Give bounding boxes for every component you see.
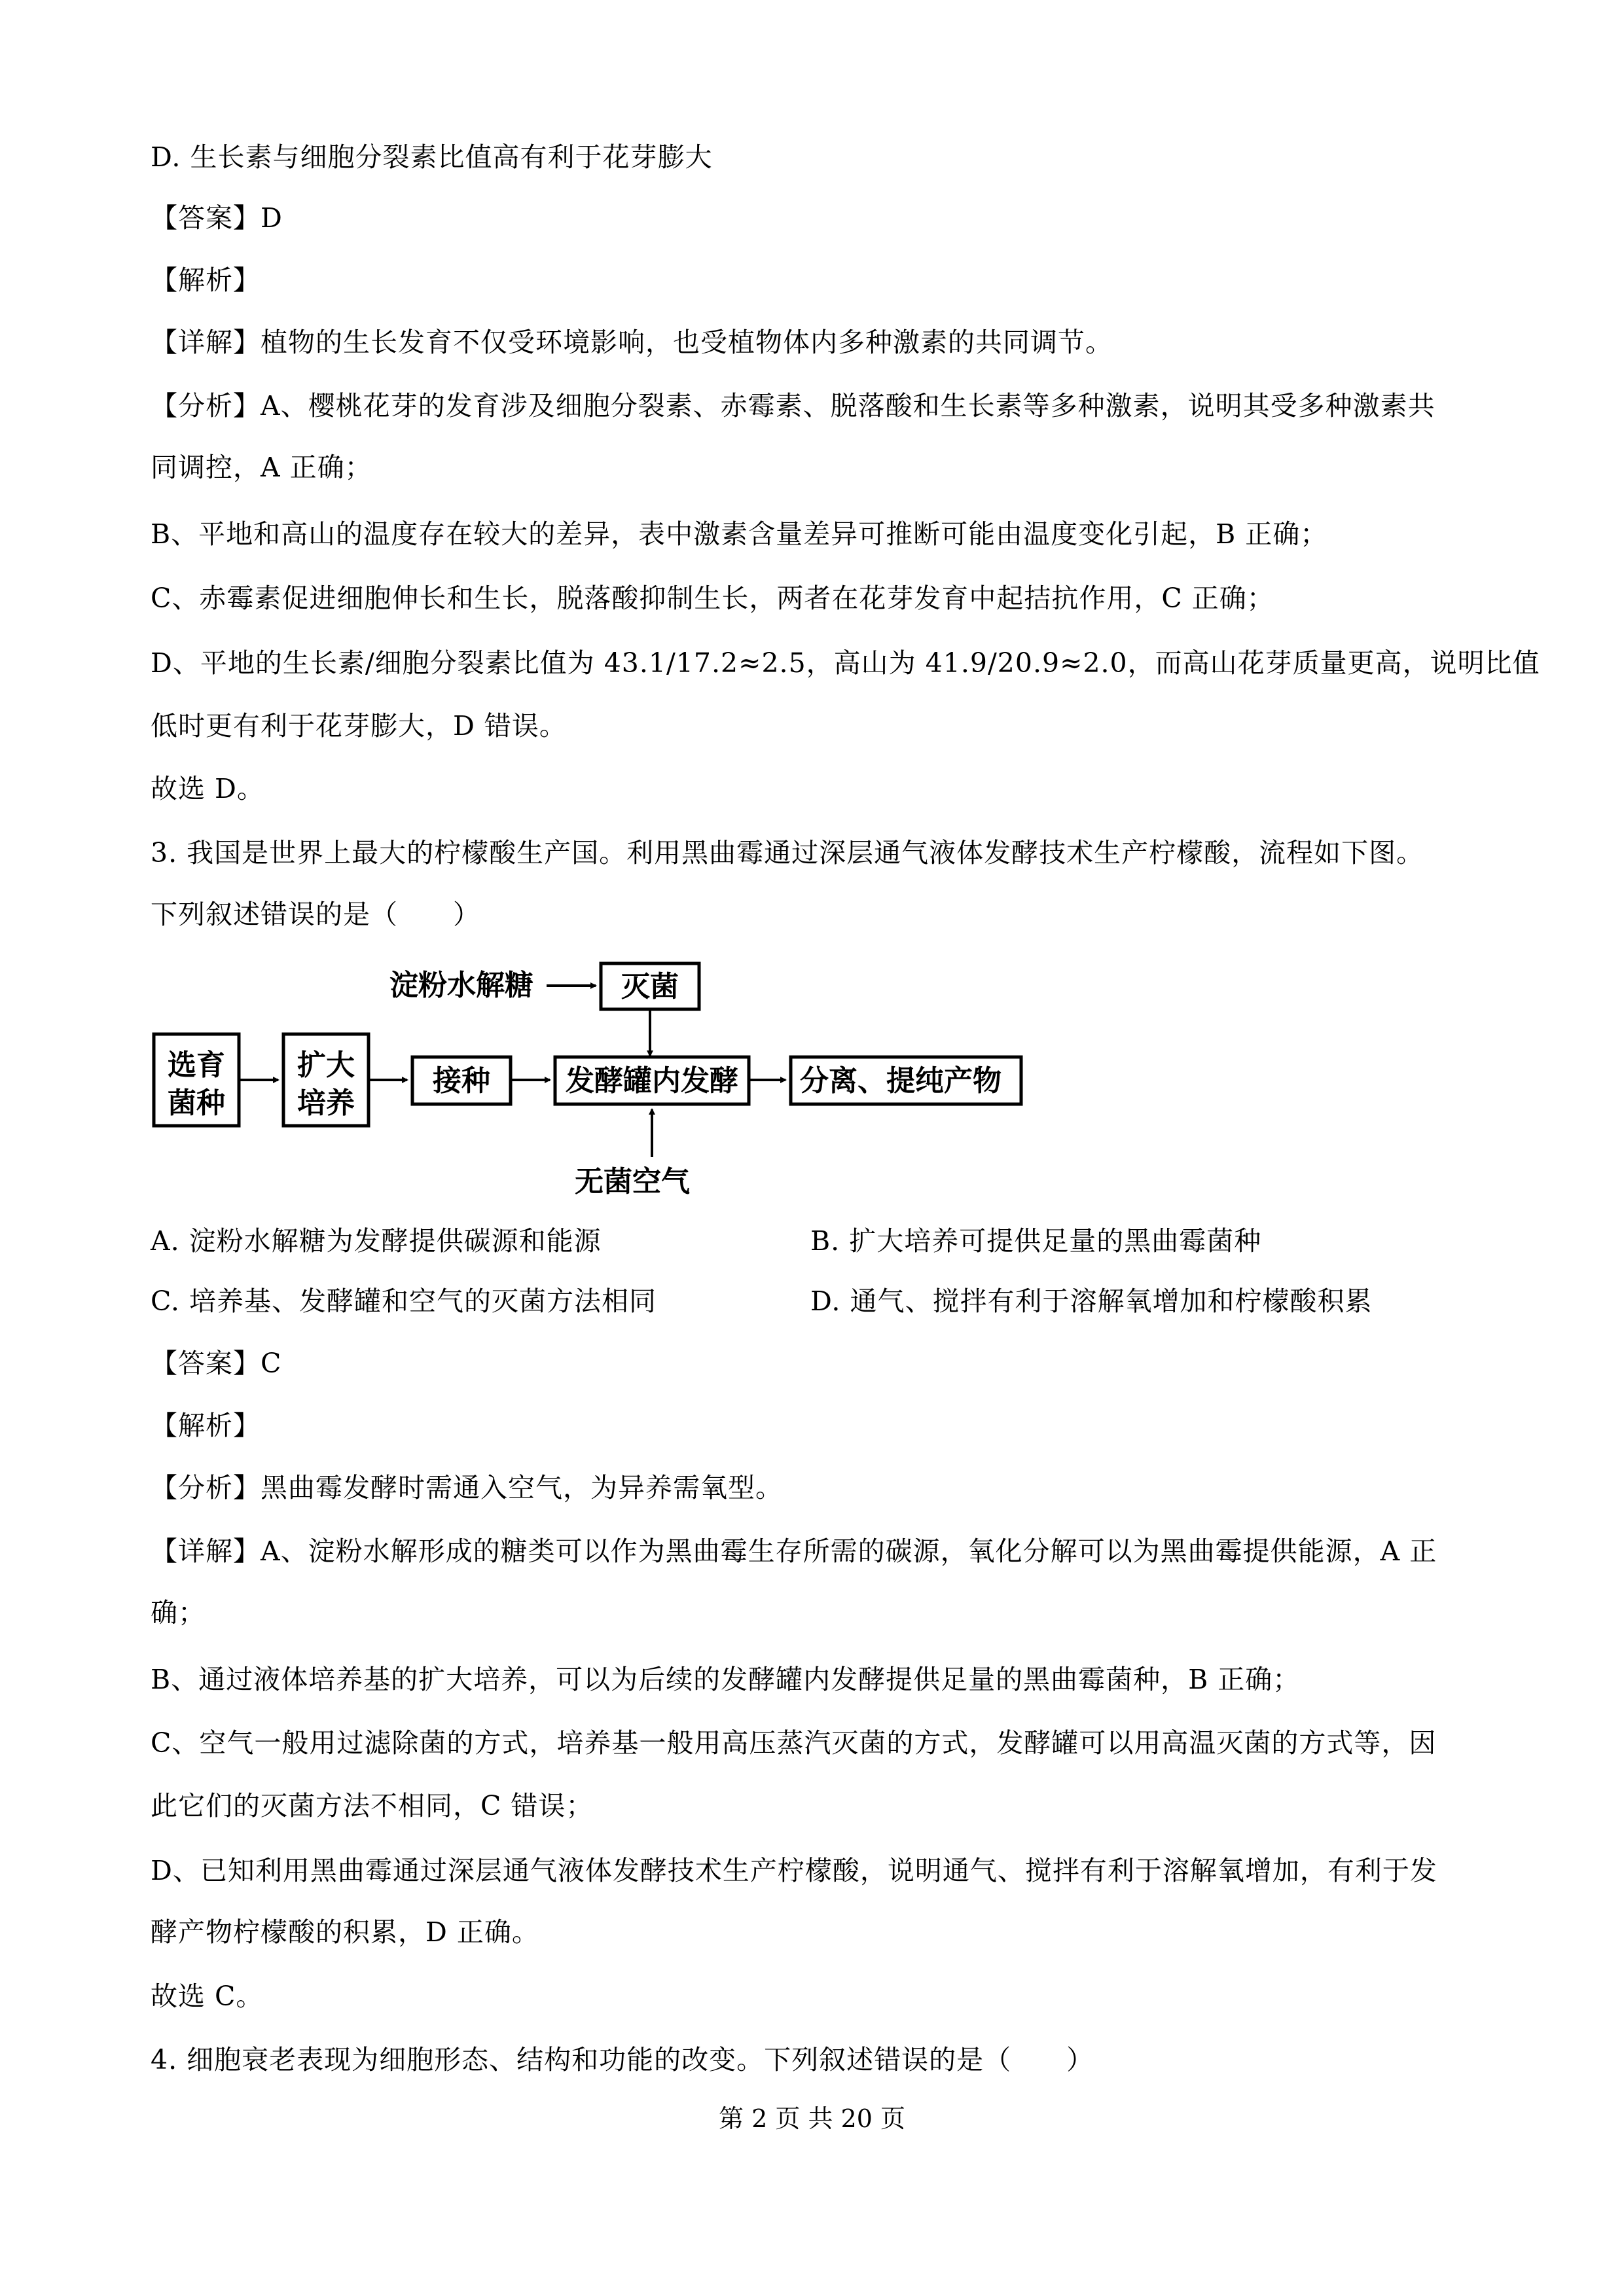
detail-d-cont: 酵产物柠檬酸的积累，D 正确。 [151,1916,539,1948]
flowchart [151,949,1067,1211]
option-d-line: D. 生长素与细胞分裂素比值高有利于花芽膨大 [151,141,713,173]
analysis-b: B、平地和高山的温度存在较大的差异，表中激素含量差异可推断可能由温度变化引起，B 正确； [151,518,1328,550]
analysis-c: C、赤霉素促进细胞伸长和生长，脱落酸抑制生长，两者在花芽发育中起拮抗作用，C 正确； [151,583,1274,614]
select-label-1: 选育 [168,1049,225,1082]
detail-c: C、空气一般用过滤除菌的方式，培养基一般用高压蒸汽灭菌的方式，发酵罐可以用高温灭菌的方式等，因 [151,1727,1437,1759]
question-3: 3. 我国是世界上最大的柠檬酸生产国。利用黑曲霉通过深层通气液体发酵技术生产柠檬酸，流程如下图。 [151,837,1424,869]
expand-label-2: 培养 [297,1086,355,1120]
inoculate-label: 接种 [433,1064,490,1098]
fermenter-label: 发酵罐内发酵 [566,1064,738,1098]
answer-label: 【答案】D [151,202,283,234]
option-b: B. 扩大培养可提供足量的黑曲霉菌种 [810,1225,1262,1257]
detail-d: D、已知利用黑曲霉通过深层通气液体发酵技术生产柠檬酸，说明通气、搅拌有利于溶解氧增加，有利于发 [151,1855,1437,1886]
select-label-2: 菌种 [168,1086,225,1120]
option-a: A. 淀粉水解糖为发酵提供碳源和能源 [151,1225,602,1257]
detail-a: 【详解】A、淀粉水解形成的糖类可以作为黑曲霉生存所需的碳源，氧化分解可以为黑曲霉提供能源，A 正 [151,1535,1437,1567]
analysis-d-cont: 低时更有利于花芽膨大，D 错误。 [151,710,567,742]
page-footer: 第 2 页 共 20 页 [719,2104,905,2133]
detail-b: B、通过液体培养基的扩大培养，可以为后续的发酵罐内发酵提供足量的黑曲霉菌种，B 正确； [151,1664,1301,1695]
sterilize-label: 灭菌 [621,970,679,1003]
analysis-label: 【解析】 [151,264,261,296]
option-c: C. 培养基、发酵罐和空气的灭菌方法相同 [151,1285,657,1317]
choice-c: 故选 C。 [151,1981,264,2012]
detail-a-cont: 确； [151,1597,206,1628]
expand-label-1: 扩大 [297,1049,355,1082]
starch-label: 淀粉水解糖 [389,969,533,1002]
question-4: 4. 细胞衰老表现为细胞形态、结构和功能的改变。下列叙述错误的是（ ） [151,2044,1094,2075]
analysis-d: D、平地的生长素/细胞分裂素比值为 43.1/17.2≈2.5，高山为 41.9/20.9≈2.0，而高山花芽质量更高，说明比值 [151,647,1540,679]
answer-label-2: 【答案】C [151,1348,282,1379]
analysis-summary: 【分析】黑曲霉发酵时需通入空气，为异养需氧型。 [151,1472,783,1503]
question-3-cont: 下列叙述错误的是（ ） [151,899,480,930]
option-d: D. 通气、搅拌有利于溶解氧增加和柠檬酸积累 [810,1285,1373,1317]
detail-paragraph: 【详解】植物的生长发育不仅受环境影响，也受植物体内多种激素的共同调节。 [151,327,1113,358]
analysis-label-2: 【解析】 [151,1410,261,1441]
choice-d: 故选 D。 [151,773,264,804]
analysis-paragraph: 【分析】A、樱桃花芽的发育涉及细胞分裂素、赤霉素、脱落酸和生长素等多种激素，说明其受多种激素共 [151,390,1435,422]
detail-c-cont: 此它们的灭菌方法不相同，C 错误； [151,1790,594,1821]
analysis-paragraph-cont: 同调控，A 正确； [151,452,372,483]
sterile-air-label: 无菌空气 [575,1165,690,1198]
separate-label: 分离、提纯产物 [800,1064,1001,1098]
